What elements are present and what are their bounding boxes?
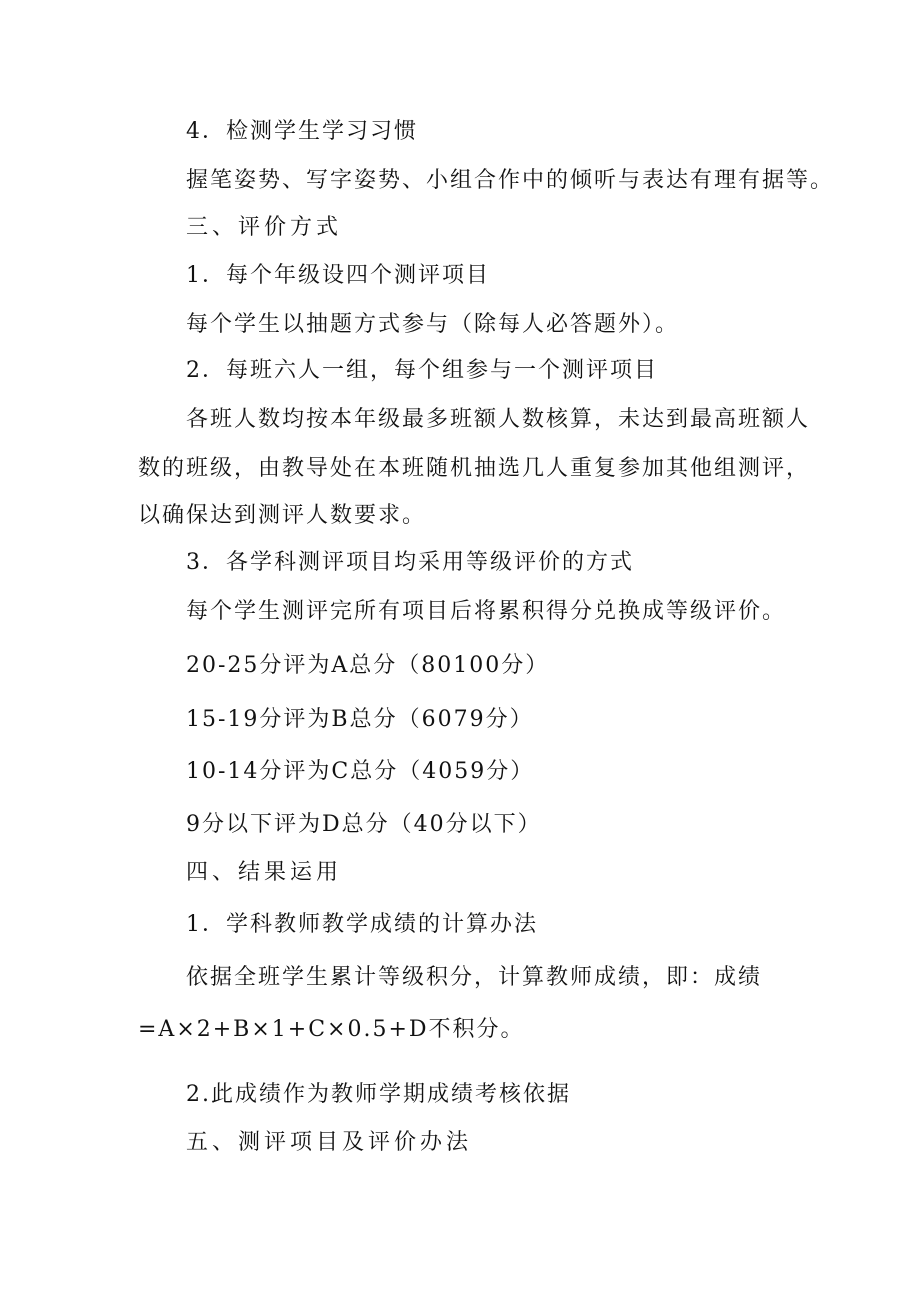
item-check-study-habits: 4．检测学生学习习惯 (186, 119, 418, 144)
paragraph-draw-questions: 每个学生以抽题方式参与（除每人必答题外）。 (186, 312, 680, 337)
paragraph-score-formula-line-2: =A×2+B×1+C×0.5+D不积分。 (138, 1017, 525, 1042)
paragraph-study-habits: 握笔姿势、写字姿势、小组合作中的倾听与表达有理有据等。 (186, 168, 835, 193)
paragraph-class-size-line-1: 各班人数均按本年级最多班额人数核算，未达到最高班额人 (186, 407, 811, 432)
paragraph-class-size-line-3: 以确保达到测评人数要求。 (138, 503, 427, 528)
section-heading-test-items: 五、测评项目及评价办法 (186, 1130, 473, 1155)
section-heading-evaluation-method: 三、评价方式 (186, 215, 343, 240)
section-heading-result-use: 四、结果运用 (186, 860, 343, 885)
item-assessment-basis: 2.此成绩作为教师学期成绩考核依据 (186, 1082, 571, 1107)
item-four-test-items: 1．每个年级设四个测评项目 (186, 263, 490, 288)
item-teacher-score-method: 1．学科教师教学成绩的计算办法 (186, 912, 538, 937)
item-six-per-group: 2．每班六人一组，每个组参与一个测评项目 (186, 358, 658, 383)
grade-rule-a: 20-25分评为A总分（80100分） (186, 653, 550, 678)
paragraph-class-size-line-2: 数的班级，由教导处在本班随机抽选几人重复参加其他组测评， (138, 456, 811, 481)
grade-rule-c: 10-14分评为C总分（4059分） (186, 759, 535, 784)
item-grade-evaluation: 3．各学科测评项目均采用等级评价的方式 (186, 550, 634, 575)
grade-rule-b: 15-19分评为B总分（6079分） (186, 707, 534, 732)
grade-rule-d: 9分以下评为D总分（40分以下） (186, 812, 542, 837)
paragraph-score-conversion: 每个学生测评完所有项目后将累积得分兑换成等级评价。 (186, 599, 787, 624)
paragraph-score-formula-line-1: 依据全班学生累计等级积分，计算教师成绩，即：成绩 (186, 965, 763, 990)
